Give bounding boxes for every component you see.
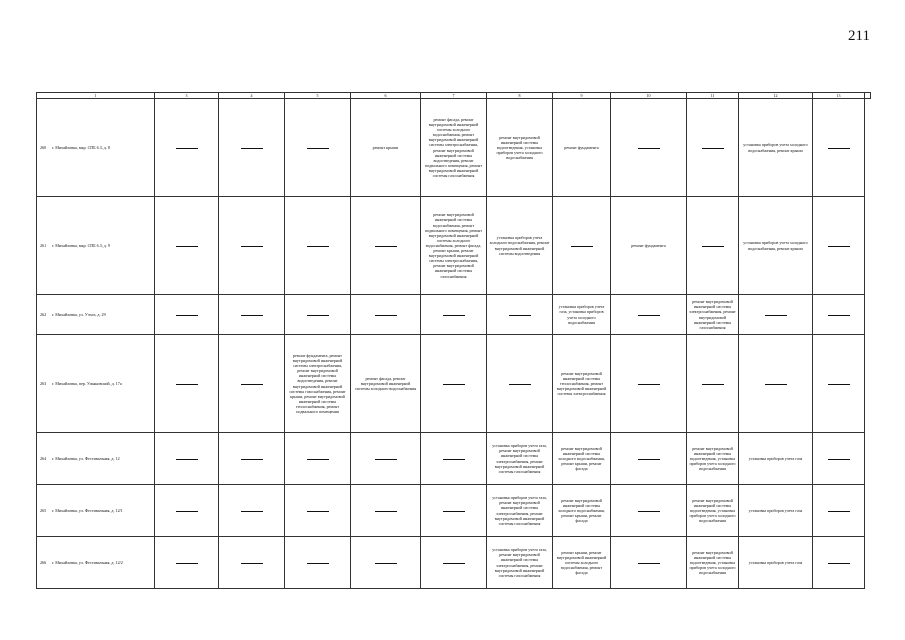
empty-cell	[813, 485, 865, 537]
work-text: ремонт внутридомовой инженерной системы водоотведения, установка приборов учета холодного водоснабжения	[689, 497, 736, 524]
dash-mark	[702, 246, 724, 247]
work-text: установка приборов учета холодного водоснабжения, ремонт внутридомовой инженерной системы водоотведения	[489, 235, 550, 256]
work-text: установка приборов учета холодного водоснабжения, ремонт крыши	[743, 240, 808, 251]
address-text: г. Михайловка, ул. Учхоз, д. 29	[52, 311, 106, 317]
work-text: ремонт внутридомовой инженерной системы водоотведения, установка приборов учета холодного водоснабжения	[496, 134, 543, 161]
address-text: г. Михайловка, ул. Фестивальная, д. 12/2	[52, 559, 123, 565]
header-cell: 5	[285, 93, 351, 99]
work-cell-c12	[739, 197, 813, 295]
empty-cell	[611, 433, 687, 485]
empty-cell	[155, 295, 219, 335]
address-cell	[37, 537, 155, 589]
address-text: г. Михайловка, ул. Фестивальная, д. 12	[52, 455, 120, 461]
dash-mark	[241, 459, 263, 460]
header-cell: 12	[739, 93, 813, 99]
dash-mark	[638, 148, 660, 149]
work-cell-c7	[421, 197, 487, 295]
dash-mark	[443, 563, 465, 564]
dash-mark	[176, 246, 198, 247]
work-cell-c8	[487, 485, 553, 537]
repair-schedule-table	[36, 92, 871, 589]
empty-cell	[155, 99, 219, 197]
empty-cell	[687, 197, 739, 295]
table-row	[37, 335, 871, 433]
work-cell-c6	[351, 99, 421, 197]
empty-cell	[813, 537, 865, 589]
address-cell	[37, 295, 155, 335]
empty-cell	[813, 197, 865, 295]
empty-cell	[421, 537, 487, 589]
dash-mark	[828, 315, 850, 316]
row-number: 261	[40, 242, 47, 248]
empty-cell	[285, 433, 351, 485]
dash-mark	[307, 246, 329, 247]
work-text: ремонт фундамента	[631, 242, 666, 248]
empty-cell	[813, 295, 865, 335]
work-text: установка приборов учета газа, ремонт внутридомовой инженерной системы электроснабжения, ремонт внутридомовой инженерной системы газоснабжения	[492, 495, 547, 526]
dash-mark	[241, 384, 263, 385]
address-cell	[37, 335, 155, 433]
work-text: ремонт фундамента	[564, 144, 599, 150]
page-number: 211	[848, 28, 870, 44]
empty-cell	[155, 335, 219, 433]
row-number: 260	[40, 144, 47, 150]
table-row	[37, 295, 871, 335]
empty-cell	[421, 335, 487, 433]
header-cell: 7	[421, 93, 487, 99]
work-text: ремонт внутридомовой инженерной системы теплоснабжения, ремонт внутридомовой инженерной системы электроснабжения	[556, 370, 607, 397]
work-cell-c8	[487, 433, 553, 485]
dash-mark	[375, 511, 397, 512]
dash-mark	[702, 148, 724, 149]
empty-cell	[611, 295, 687, 335]
header-cell	[865, 93, 871, 99]
dash-mark	[307, 459, 329, 460]
address-text: г. Михайловка, мкр. СПБ 6.3, д. 8	[52, 144, 110, 150]
dash-mark	[176, 511, 198, 512]
dash-mark	[375, 563, 397, 564]
work-text: установка приборов учета газа, установка приборов учета холодного водоснабжения	[558, 304, 605, 325]
table-row	[37, 537, 871, 589]
work-text: установка приборов учета газа	[748, 507, 803, 513]
work-cell-c11	[687, 433, 739, 485]
dash-mark	[307, 148, 329, 149]
work-text: ремонт внутридомовой инженерной системы холодного водоснабжения, ремонт крыши, ремонт фасада	[558, 445, 605, 472]
empty-cell	[611, 99, 687, 197]
dash-mark	[443, 384, 465, 385]
dash-mark	[375, 315, 397, 316]
dash-mark	[443, 459, 465, 460]
empty-cell	[219, 99, 285, 197]
empty-cell	[351, 197, 421, 295]
dash-mark	[307, 511, 329, 512]
work-cell-c6	[351, 335, 421, 433]
work-cell-c9	[553, 485, 611, 537]
dash-mark	[828, 563, 850, 564]
table-row	[37, 99, 871, 197]
work-cell-c12	[739, 485, 813, 537]
row-number: 264	[40, 455, 47, 461]
header-cell: 3	[155, 93, 219, 99]
empty-cell	[285, 99, 351, 197]
empty-cell	[351, 537, 421, 589]
work-text: ремонт фундамента, ремонт внутридомовой инженерной системы электроснабжения, ремонт внутридомовой инженерной системы водоотведения, ремонт внутридомовой инженерной системы газоснабжения, ремонт крыши, ремонт внутридомовой инженерной системы теплоснабжения, ремонт подвального помещения	[289, 352, 346, 414]
row-number: 265	[40, 507, 47, 513]
empty-cell	[219, 485, 285, 537]
table-row	[37, 197, 871, 295]
empty-cell	[351, 433, 421, 485]
empty-cell	[813, 99, 865, 197]
work-text: установка приборов учета газа	[748, 559, 803, 565]
work-cell-c8	[487, 197, 553, 295]
address-text: г. Михайловка, мкр. СПБ 6.3, д. 9	[52, 242, 110, 248]
work-text: установка приборов учета газа	[748, 455, 803, 461]
empty-cell	[687, 335, 739, 433]
work-text: ремонт фасада, ремонт внутридомовой инженерной системы холодного водоснабжения, ремонт внутридомовой инженерной системы электроснабжения, ремонт внутридомовой инженерной системы водоотведения, ремонт подвального помещения, ремонт внутридомовой инженерной системы газоснабжения	[424, 116, 483, 178]
work-text: ремонт внутридомовой инженерной системы водоотведения, установка приборов учета холодного водоснабжения	[689, 445, 736, 472]
empty-cell	[421, 485, 487, 537]
empty-cell	[611, 485, 687, 537]
dash-mark	[176, 563, 198, 564]
header-cell: 1	[37, 93, 155, 99]
dash-mark	[638, 459, 660, 460]
dash-mark	[241, 563, 263, 564]
dash-mark	[176, 384, 198, 385]
address-cell	[37, 197, 155, 295]
empty-cell	[487, 335, 553, 433]
empty-cell	[351, 295, 421, 335]
dash-mark	[765, 315, 787, 316]
empty-cell	[155, 485, 219, 537]
row-number: 263	[40, 380, 47, 386]
empty-cell	[155, 537, 219, 589]
row-number: 262	[40, 311, 47, 317]
dash-mark	[509, 384, 531, 385]
dash-mark	[443, 315, 465, 316]
work-cell-c12	[739, 537, 813, 589]
dash-mark	[702, 384, 724, 385]
dash-mark	[241, 511, 263, 512]
work-text: установка приборов учета газа, ремонт внутридомовой инженерной системы электроснабжения, ремонт внутридомовой инженерной системы газоснабжения	[492, 547, 547, 578]
empty-cell	[219, 295, 285, 335]
empty-cell	[285, 537, 351, 589]
address-cell	[37, 485, 155, 537]
work-cell-c8	[487, 537, 553, 589]
dash-mark	[828, 511, 850, 512]
empty-cell	[611, 335, 687, 433]
dash-mark	[765, 384, 787, 385]
work-text: ремонт крыши, ремонт внутридомовой инженерной системы холодного водоснабжения, ремонт фасада	[556, 549, 607, 576]
header-cell: 11	[687, 93, 739, 99]
work-cell-c11	[687, 295, 739, 335]
header-cell: 6	[351, 93, 421, 99]
work-text: ремонт внутридомовой инженерной системы электроснабжения, ремонт внутридомовой инженерной системы газоснабжения	[689, 299, 736, 330]
dash-mark	[828, 384, 850, 385]
table-row	[37, 433, 871, 485]
table-row	[37, 485, 871, 537]
empty-cell	[155, 433, 219, 485]
dash-mark	[241, 246, 263, 247]
header-cell: 9	[553, 93, 611, 99]
header-cell: 4	[219, 93, 285, 99]
dash-mark	[638, 384, 660, 385]
empty-cell	[155, 197, 219, 295]
work-cell-c5	[285, 335, 351, 433]
work-cell-c11	[687, 537, 739, 589]
empty-cell	[739, 335, 813, 433]
work-cell-c11	[687, 485, 739, 537]
dash-mark	[241, 315, 263, 316]
dash-mark	[571, 246, 593, 247]
address-cell	[37, 99, 155, 197]
empty-cell	[553, 197, 611, 295]
dash-mark	[638, 563, 660, 564]
dash-mark	[638, 511, 660, 512]
work-cell-c9	[553, 335, 611, 433]
empty-cell	[687, 99, 739, 197]
work-cell-c10	[611, 197, 687, 295]
empty-cell	[487, 295, 553, 335]
work-text: установка приборов учета холодного водоснабжения, ремонт крыши	[743, 142, 808, 153]
empty-cell	[219, 433, 285, 485]
work-cell-c9	[553, 295, 611, 335]
empty-cell	[351, 485, 421, 537]
dash-mark	[375, 459, 397, 460]
work-cell-c9	[553, 537, 611, 589]
empty-cell	[421, 433, 487, 485]
dash-mark	[828, 148, 850, 149]
dash-mark	[828, 459, 850, 460]
dash-mark	[176, 148, 198, 149]
empty-cell	[611, 537, 687, 589]
work-text: ремонт фасада, ремонт внутридомовой инженерной системы холодного водоснабжения	[354, 375, 417, 392]
dash-mark	[176, 459, 198, 460]
work-cell-c9	[553, 433, 611, 485]
work-text: ремонт крыши	[372, 144, 399, 150]
row-number: 266	[40, 559, 47, 565]
header-cell: 10	[611, 93, 687, 99]
work-cell-c12	[739, 433, 813, 485]
work-cell-c7	[421, 99, 487, 197]
dash-mark	[307, 563, 329, 564]
work-text: ремонт внутридомовой инженерной системы водоснабжения, ремонт подвального помещения, ремонт внутридомовой инженерной системы холодного водоснабжения, ремонт фасада, ремонт крыши, ремонт внутридомовой инженерной системы электроснабжения, ремонт внутридомовой инженерной системы газоснабжения	[424, 212, 483, 279]
dash-mark	[176, 315, 198, 316]
dash-mark	[307, 315, 329, 316]
header-cell: 13	[813, 93, 865, 99]
empty-cell	[739, 295, 813, 335]
work-cell-c9	[553, 99, 611, 197]
empty-cell	[421, 295, 487, 335]
dash-mark	[375, 246, 397, 247]
work-cell-c8	[487, 99, 553, 197]
empty-cell	[219, 335, 285, 433]
dash-mark	[638, 315, 660, 316]
header-cell: 8	[487, 93, 553, 99]
empty-cell	[285, 197, 351, 295]
empty-cell	[219, 537, 285, 589]
work-text: ремонт внутридомовой инженерной системы водоотведения, установка приборов учета холодного водоснабжения	[689, 549, 736, 576]
address-text: г. Михайловка, пер. Ульяновский, д. 17а	[52, 380, 122, 386]
empty-cell	[285, 485, 351, 537]
empty-cell	[813, 433, 865, 485]
dash-mark	[828, 246, 850, 247]
empty-cell	[285, 295, 351, 335]
table-body	[37, 93, 871, 589]
work-cell-c12	[739, 99, 813, 197]
dash-mark	[509, 315, 531, 316]
empty-cell	[813, 335, 865, 433]
dash-mark	[443, 511, 465, 512]
dash-mark	[241, 148, 263, 149]
work-text: ремонт внутридомовой инженерной системы холодного водоснабжения, ремонт крыши, ремонт фасада	[558, 497, 605, 524]
address-cell	[37, 433, 155, 485]
address-text: г. Михайловка, ул. Фестивальная, д. 12/1	[52, 507, 123, 513]
work-text: установка приборов учета газа, ремонт внутридомовой инженерной системы электроснабжения, ремонт внутридомовой инженерной системы газоснабжения	[492, 443, 547, 474]
empty-cell	[219, 197, 285, 295]
